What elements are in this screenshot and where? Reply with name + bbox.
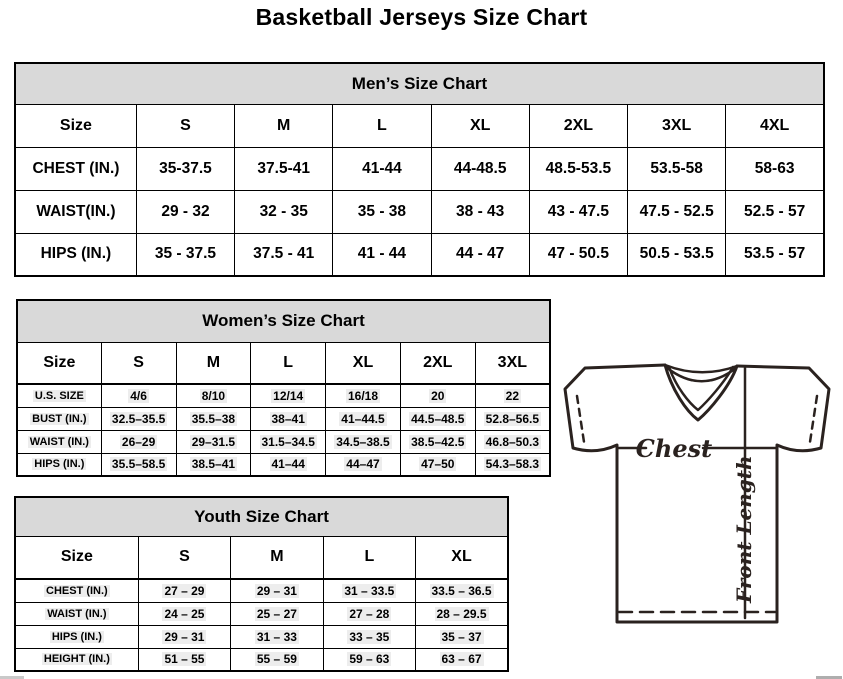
- size-value-cell: 58-63: [726, 147, 824, 190]
- column-header-cell: 4XL: [726, 104, 824, 147]
- size-value-cell: 29–31.5: [176, 430, 251, 453]
- men-table-title-row: [15, 63, 824, 104]
- size-value-cell: 31.5–34.5: [251, 430, 326, 453]
- size-value-cell: 41-44: [333, 147, 431, 190]
- table-row: [17, 407, 550, 430]
- youth-size-chart-table: [14, 496, 509, 672]
- table-row: [17, 430, 550, 453]
- size-value-cell: 33.5 – 36.5: [416, 579, 508, 602]
- row-label-cell: CHEST (IN.): [15, 147, 136, 190]
- size-value-cell: 27 – 29: [138, 579, 230, 602]
- size-value-cell: 29 – 31: [231, 579, 323, 602]
- column-header-cell: Size: [15, 104, 136, 147]
- size-value-cell: 35.5–38: [176, 407, 251, 430]
- women-table-title: Women’s Size Chart: [17, 300, 550, 342]
- size-value-cell: 53.5-58: [628, 147, 726, 190]
- size-value-cell: 16/18: [326, 384, 401, 407]
- table-row: [15, 625, 508, 648]
- size-value-cell: 20: [400, 384, 475, 407]
- row-label-cell: HIPS (IN.): [17, 453, 101, 476]
- column-header-cell: S: [136, 104, 234, 147]
- youth-column-header-row: [15, 536, 508, 579]
- column-header-cell: 3XL: [475, 342, 550, 384]
- column-header-cell: L: [251, 342, 326, 384]
- size-value-cell: 34.5–38.5: [326, 430, 401, 453]
- column-header-cell: XL: [326, 342, 401, 384]
- jersey-outline-shape: [565, 365, 829, 622]
- women-column-header-row: [17, 342, 550, 384]
- column-header-cell: L: [333, 104, 431, 147]
- row-label-cell: HIPS (IN.): [15, 625, 138, 648]
- size-value-cell: 25 – 27: [231, 602, 323, 625]
- size-value-cell: 33 – 35: [323, 625, 415, 648]
- page-title: Basketball Jerseys Size Chart: [255, 4, 588, 30]
- youth-table-title-row: [15, 497, 508, 536]
- size-value-cell: 46.8–50.3: [475, 430, 550, 453]
- size-value-cell: 41–44: [251, 453, 326, 476]
- front-length-label: Front Length: [732, 455, 756, 603]
- size-value-cell: 24 – 25: [138, 602, 230, 625]
- size-value-cell: 47 - 50.5: [529, 233, 627, 276]
- table-row: [15, 233, 824, 276]
- size-value-cell: 43 - 47.5: [529, 190, 627, 233]
- column-header-cell: M: [235, 104, 333, 147]
- youth-table-title: Youth Size Chart: [15, 497, 508, 536]
- size-value-cell: 37.5 - 41: [235, 233, 333, 276]
- size-value-cell: 26–29: [101, 430, 176, 453]
- table-row: [15, 147, 824, 190]
- column-header-cell: S: [101, 342, 176, 384]
- row-label-cell: HIPS (IN.): [15, 233, 136, 276]
- men-column-header-row: [15, 104, 824, 147]
- table-row: [17, 453, 550, 476]
- table-row: [15, 579, 508, 602]
- size-value-cell: 44.5–48.5: [400, 407, 475, 430]
- row-label-cell: WAIST (IN.): [15, 602, 138, 625]
- mens-size-chart-table: [14, 62, 825, 277]
- size-value-cell: 54.3–58.3: [475, 453, 550, 476]
- size-value-cell: 31 – 33: [231, 625, 323, 648]
- size-value-cell: 32 - 35: [235, 190, 333, 233]
- size-value-cell: 53.5 - 57: [726, 233, 824, 276]
- size-value-cell: 27 – 28: [323, 602, 415, 625]
- jersey-measurement-diagram: [552, 358, 842, 636]
- size-value-cell: 52.8–56.5: [475, 407, 550, 430]
- column-header-cell: 2XL: [529, 104, 627, 147]
- size-value-cell: 38.5–41: [176, 453, 251, 476]
- size-value-cell: 35 – 37: [416, 625, 508, 648]
- size-value-cell: 4/6: [101, 384, 176, 407]
- column-header-cell: 3XL: [628, 104, 726, 147]
- right-cuff-dashed-line: [810, 396, 817, 442]
- size-value-cell: 8/10: [176, 384, 251, 407]
- size-value-cell: 50.5 - 53.5: [628, 233, 726, 276]
- size-value-cell: 37.5-41: [235, 147, 333, 190]
- size-value-cell: 41–44.5: [326, 407, 401, 430]
- size-value-cell: 28 – 29.5: [416, 602, 508, 625]
- size-value-cell: 38 - 43: [431, 190, 529, 233]
- size-value-cell: 12/14: [251, 384, 326, 407]
- column-header-cell: XL: [416, 536, 508, 579]
- row-label-cell: HEIGHT (IN.): [15, 648, 138, 671]
- size-value-cell: 44–47: [326, 453, 401, 476]
- men-table-title: Men’s Size Chart: [15, 63, 824, 104]
- womens-size-chart-table: [16, 299, 551, 477]
- column-header-cell: M: [176, 342, 251, 384]
- size-value-cell: 35 - 37.5: [136, 233, 234, 276]
- size-value-cell: 47–50: [400, 453, 475, 476]
- size-value-cell: 52.5 - 57: [726, 190, 824, 233]
- row-label-cell: CHEST (IN.): [15, 579, 138, 602]
- size-value-cell: 35.5–58.5: [101, 453, 176, 476]
- column-header-cell: 2XL: [400, 342, 475, 384]
- row-label-cell: U.S. SIZE: [17, 384, 101, 407]
- column-header-cell: XL: [431, 104, 529, 147]
- row-label-cell: WAIST (IN.): [17, 430, 101, 453]
- size-value-cell: 63 – 67: [416, 648, 508, 671]
- size-value-cell: 35-37.5: [136, 147, 234, 190]
- column-header-cell: S: [138, 536, 230, 579]
- table-row: [15, 602, 508, 625]
- size-value-cell: 48.5-53.5: [529, 147, 627, 190]
- row-label-cell: WAIST(IN.): [15, 190, 136, 233]
- size-value-cell: 22: [475, 384, 550, 407]
- size-value-cell: 38.5–42.5: [400, 430, 475, 453]
- size-value-cell: 44 - 47: [431, 233, 529, 276]
- row-label-cell: BUST (IN.): [17, 407, 101, 430]
- table-row: [15, 648, 508, 671]
- size-value-cell: 29 – 31: [138, 625, 230, 648]
- size-value-cell: 41 - 44: [333, 233, 431, 276]
- column-header-cell: Size: [15, 536, 138, 579]
- left-cuff-dashed-line: [577, 396, 584, 442]
- column-header-cell: M: [231, 536, 323, 579]
- size-value-cell: 38–41: [251, 407, 326, 430]
- size-value-cell: 55 – 59: [231, 648, 323, 671]
- size-value-cell: 29 - 32: [136, 190, 234, 233]
- table-row: [15, 190, 824, 233]
- women-table-title-row: [17, 300, 550, 342]
- size-value-cell: 51 – 55: [138, 648, 230, 671]
- column-header-cell: L: [323, 536, 415, 579]
- size-value-cell: 32.5–35.5: [101, 407, 176, 430]
- jersey-collar-arc-outer: [665, 365, 737, 372]
- size-value-cell: 44-48.5: [431, 147, 529, 190]
- table-row: [17, 384, 550, 407]
- size-value-cell: 31 – 33.5: [323, 579, 415, 602]
- size-value-cell: 35 - 38: [333, 190, 431, 233]
- chest-label: Chest: [635, 434, 713, 463]
- size-value-cell: 59 – 63: [323, 648, 415, 671]
- column-header-cell: Size: [17, 342, 101, 384]
- size-value-cell: 47.5 - 52.5: [628, 190, 726, 233]
